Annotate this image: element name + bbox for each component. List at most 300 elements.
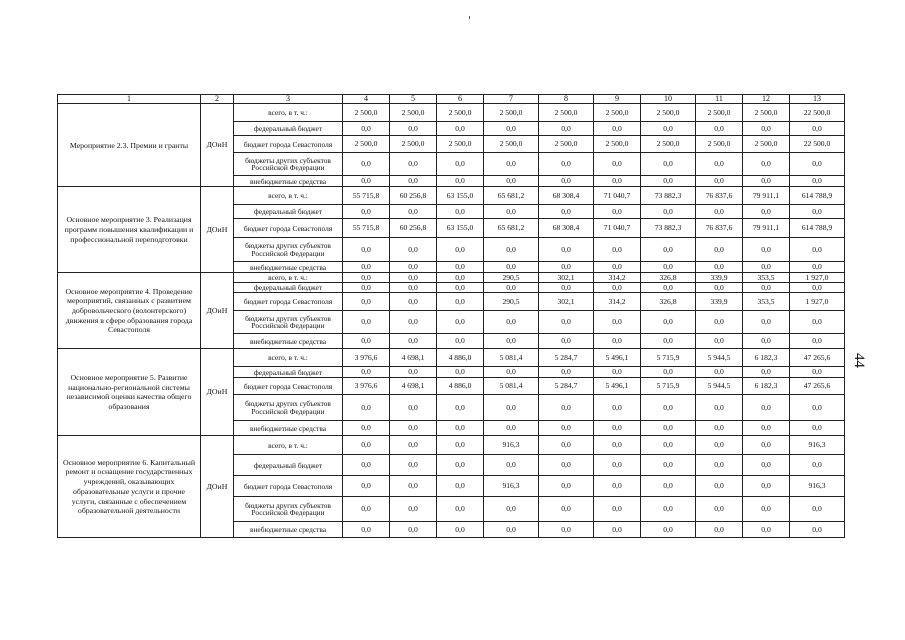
amount-cell: 0,0 xyxy=(484,395,539,421)
amount-cell: 916,3 xyxy=(790,476,845,497)
amount-cell: 2 500,0 xyxy=(594,104,641,122)
amount-cell: 0,0 xyxy=(743,262,790,273)
amount-cell: 5 496,1 xyxy=(594,349,641,367)
amount-cell: 0,0 xyxy=(696,311,743,334)
amount-cell: 2 500,0 xyxy=(743,136,790,153)
amount-cell: 0,0 xyxy=(696,176,743,187)
amount-cell: 0,0 xyxy=(594,476,641,497)
amount-cell: 6 182,3 xyxy=(743,349,790,367)
amount-cell: 3 976,6 xyxy=(343,378,390,395)
amount-cell: 0,0 xyxy=(641,262,696,273)
amount-cell: 0,0 xyxy=(696,522,743,538)
amount-cell: 0,0 xyxy=(539,238,594,262)
amount-cell: 2 500,0 xyxy=(696,104,743,122)
amount-cell: 63 155,0 xyxy=(437,219,484,238)
budget-table xyxy=(57,94,845,538)
amount-cell: 5 284,7 xyxy=(539,349,594,367)
funding-source: всего, в т. ч.: xyxy=(234,104,343,122)
amount-cell: 0,0 xyxy=(437,334,484,349)
measure-name: Основное мероприятие 4. Проведение мероприятий, связанных с развитием добровольческого (волонтерского) движения в сфере образования города Севастополя xyxy=(58,273,201,349)
amount-cell: 0,0 xyxy=(484,455,539,476)
column-number: 8 xyxy=(539,95,594,104)
amount-cell: 0,0 xyxy=(743,476,790,497)
amount-cell: 0,0 xyxy=(390,476,437,497)
amount-cell: 0,0 xyxy=(343,421,390,436)
amount-cell: 0,0 xyxy=(484,238,539,262)
amount-cell: 0,0 xyxy=(539,395,594,421)
amount-cell: 0,0 xyxy=(390,497,437,522)
amount-cell: 5 944,5 xyxy=(696,349,743,367)
amount-cell: 0,0 xyxy=(484,176,539,187)
amount-cell: 0,0 xyxy=(437,205,484,219)
funding-source: внебюджетные средства xyxy=(234,262,343,273)
amount-cell: 916,3 xyxy=(484,436,539,455)
amount-cell: 65 681,2 xyxy=(484,219,539,238)
amount-cell: 916,3 xyxy=(484,476,539,497)
scan-mark xyxy=(469,16,470,19)
amount-cell: 0,0 xyxy=(790,262,845,273)
amount-cell: 2 500,0 xyxy=(696,136,743,153)
funding-source: бюджеты других субъектов Российской Федерации xyxy=(234,153,343,176)
amount-cell: 0,0 xyxy=(390,283,437,293)
amount-cell: 0,0 xyxy=(594,421,641,436)
amount-cell: 0,0 xyxy=(594,497,641,522)
amount-cell: 79 911,1 xyxy=(743,187,790,205)
amount-cell: 0,0 xyxy=(696,436,743,455)
funding-source: федеральный бюджет xyxy=(234,205,343,219)
amount-cell: 314,2 xyxy=(594,273,641,283)
amount-cell: 0,0 xyxy=(790,238,845,262)
table-row xyxy=(58,104,845,122)
amount-cell: 0,0 xyxy=(790,122,845,136)
amount-cell: 6 182,3 xyxy=(743,378,790,395)
amount-cell: 0,0 xyxy=(437,122,484,136)
amount-cell: 0,0 xyxy=(641,476,696,497)
amount-cell: 0,0 xyxy=(641,238,696,262)
responsible-executor: ДОиН xyxy=(201,273,234,349)
amount-cell: 916,3 xyxy=(790,436,845,455)
amount-cell: 2 500,0 xyxy=(437,104,484,122)
column-number: 1 xyxy=(58,95,201,104)
amount-cell: 5 715,9 xyxy=(641,349,696,367)
funding-source: всего, в т. ч.: xyxy=(234,273,343,283)
amount-cell: 0,0 xyxy=(696,262,743,273)
table-row xyxy=(58,349,845,367)
funding-source: всего, в т. ч.: xyxy=(234,436,343,455)
funding-source: внебюджетные средства xyxy=(234,421,343,436)
amount-cell: 0,0 xyxy=(790,367,845,378)
amount-cell: 22 500,0 xyxy=(790,136,845,153)
column-number: 2 xyxy=(201,95,234,104)
amount-cell: 0,0 xyxy=(484,421,539,436)
amount-cell: 0,0 xyxy=(641,436,696,455)
amount-cell: 0,0 xyxy=(437,293,484,311)
amount-cell: 0,0 xyxy=(484,311,539,334)
amount-cell: 5 081,4 xyxy=(484,378,539,395)
amount-cell: 2 500,0 xyxy=(343,136,390,153)
column-number: 4 xyxy=(343,95,390,104)
amount-cell: 0,0 xyxy=(641,395,696,421)
amount-cell: 0,0 xyxy=(743,176,790,187)
amount-cell: 0,0 xyxy=(790,395,845,421)
amount-cell: 0,0 xyxy=(641,283,696,293)
amount-cell: 302,1 xyxy=(539,273,594,283)
amount-cell: 0,0 xyxy=(696,122,743,136)
funding-source: внебюджетные средства xyxy=(234,176,343,187)
amount-cell: 68 308,4 xyxy=(539,219,594,238)
amount-cell: 0,0 xyxy=(539,122,594,136)
amount-cell: 339,9 xyxy=(696,293,743,311)
column-number: 5 xyxy=(390,95,437,104)
amount-cell: 0,0 xyxy=(790,522,845,538)
amount-cell: 0,0 xyxy=(484,262,539,273)
amount-cell: 2 500,0 xyxy=(343,104,390,122)
amount-cell: 0,0 xyxy=(539,311,594,334)
amount-cell: 0,0 xyxy=(594,153,641,176)
responsible-executor: ДОиН xyxy=(201,349,234,436)
amount-cell: 0,0 xyxy=(343,122,390,136)
amount-cell: 0,0 xyxy=(743,238,790,262)
funding-source: федеральный бюджет xyxy=(234,122,343,136)
amount-cell: 0,0 xyxy=(790,421,845,436)
amount-cell: 0,0 xyxy=(390,176,437,187)
column-number: 12 xyxy=(743,95,790,104)
amount-cell: 0,0 xyxy=(484,205,539,219)
funding-source: бюджет города Севастополя xyxy=(234,293,343,311)
amount-cell: 4 886,0 xyxy=(437,378,484,395)
amount-cell: 0,0 xyxy=(437,283,484,293)
funding-source: федеральный бюджет xyxy=(234,367,343,378)
amount-cell: 0,0 xyxy=(390,395,437,421)
amount-cell: 47 265,6 xyxy=(790,349,845,367)
amount-cell: 0,0 xyxy=(594,122,641,136)
amount-cell: 0,0 xyxy=(696,238,743,262)
measure-name: Основное мероприятие 5. Развитие национально-региональной системы независимой оценки качества общего образования xyxy=(58,349,201,436)
amount-cell: 290,5 xyxy=(484,293,539,311)
amount-cell: 2 500,0 xyxy=(390,104,437,122)
amount-cell: 2 500,0 xyxy=(594,136,641,153)
amount-cell: 0,0 xyxy=(484,153,539,176)
responsible-executor: ДОиН xyxy=(201,187,234,273)
amount-cell: 353,5 xyxy=(743,273,790,283)
amount-cell: 0,0 xyxy=(390,522,437,538)
amount-cell: 2 500,0 xyxy=(390,136,437,153)
amount-cell: 73 882,3 xyxy=(641,187,696,205)
amount-cell: 0,0 xyxy=(390,205,437,219)
amount-cell: 1 927,0 xyxy=(790,273,845,283)
amount-cell: 0,0 xyxy=(743,367,790,378)
amount-cell: 326,8 xyxy=(641,273,696,283)
table-row xyxy=(58,436,845,455)
amount-cell: 0,0 xyxy=(641,176,696,187)
measure-name: Основное мероприятие 6. Капитальный ремонт и оснащение государственных учреждений, оказывающих образовательные услуги и прочие услуги, связанные с обеспечением образовательной деятельности xyxy=(58,436,201,538)
page-number: 44 xyxy=(851,353,867,368)
column-number: 13 xyxy=(790,95,845,104)
amount-cell: 0,0 xyxy=(641,367,696,378)
amount-cell: 0,0 xyxy=(437,436,484,455)
funding-source: федеральный бюджет xyxy=(234,283,343,293)
amount-cell: 0,0 xyxy=(696,497,743,522)
amount-cell: 0,0 xyxy=(390,334,437,349)
amount-cell: 47 265,6 xyxy=(790,378,845,395)
amount-cell: 314,2 xyxy=(594,293,641,311)
amount-cell: 4 698,1 xyxy=(390,349,437,367)
amount-cell: 614 788,9 xyxy=(790,219,845,238)
amount-cell: 2 500,0 xyxy=(437,136,484,153)
amount-cell: 0,0 xyxy=(539,421,594,436)
amount-cell: 0,0 xyxy=(343,293,390,311)
amount-cell: 0,0 xyxy=(343,176,390,187)
amount-cell: 0,0 xyxy=(343,311,390,334)
funding-source: бюджет города Севастополя xyxy=(234,136,343,153)
amount-cell: 0,0 xyxy=(539,176,594,187)
amount-cell: 0,0 xyxy=(390,293,437,311)
amount-cell: 5 284,7 xyxy=(539,378,594,395)
amount-cell: 0,0 xyxy=(539,522,594,538)
amount-cell: 0,0 xyxy=(343,455,390,476)
funding-source: всего, в т. ч.: xyxy=(234,187,343,205)
amount-cell: 0,0 xyxy=(696,421,743,436)
amount-cell: 0,0 xyxy=(743,455,790,476)
amount-cell: 0,0 xyxy=(790,455,845,476)
amount-cell: 0,0 xyxy=(790,311,845,334)
amount-cell: 63 155,0 xyxy=(437,187,484,205)
amount-cell: 0,0 xyxy=(437,476,484,497)
amount-cell: 0,0 xyxy=(743,522,790,538)
amount-cell: 0,0 xyxy=(437,273,484,283)
amount-cell: 0,0 xyxy=(343,395,390,421)
amount-cell: 60 256,8 xyxy=(390,187,437,205)
amount-cell: 76 837,6 xyxy=(696,187,743,205)
responsible-executor: ДОиН xyxy=(201,104,234,187)
amount-cell: 0,0 xyxy=(484,122,539,136)
amount-cell: 614 788,9 xyxy=(790,187,845,205)
amount-cell: 0,0 xyxy=(594,176,641,187)
column-number: 7 xyxy=(484,95,539,104)
amount-cell: 0,0 xyxy=(484,367,539,378)
funding-source: бюджеты других субъектов Российской Федерации xyxy=(234,497,343,522)
header-row xyxy=(58,95,845,104)
column-number: 11 xyxy=(696,95,743,104)
amount-cell: 0,0 xyxy=(743,122,790,136)
amount-cell: 0,0 xyxy=(343,334,390,349)
amount-cell: 0,0 xyxy=(343,205,390,219)
amount-cell: 0,0 xyxy=(343,283,390,293)
amount-cell: 0,0 xyxy=(539,205,594,219)
amount-cell: 0,0 xyxy=(437,153,484,176)
funding-source: бюджет города Севастополя xyxy=(234,378,343,395)
amount-cell: 353,5 xyxy=(743,293,790,311)
amount-cell: 290,5 xyxy=(484,273,539,283)
amount-cell: 5 715,9 xyxy=(641,378,696,395)
amount-cell: 0,0 xyxy=(390,262,437,273)
amount-cell: 0,0 xyxy=(390,455,437,476)
amount-cell: 0,0 xyxy=(437,395,484,421)
amount-cell: 79 911,1 xyxy=(743,219,790,238)
amount-cell: 0,0 xyxy=(743,153,790,176)
amount-cell: 3 976,6 xyxy=(343,349,390,367)
amount-cell: 0,0 xyxy=(539,283,594,293)
amount-cell: 0,0 xyxy=(539,436,594,455)
amount-cell: 68 308,4 xyxy=(539,187,594,205)
amount-cell: 0,0 xyxy=(696,476,743,497)
amount-cell: 0,0 xyxy=(696,153,743,176)
amount-cell: 0,0 xyxy=(343,238,390,262)
amount-cell: 0,0 xyxy=(539,476,594,497)
amount-cell: 0,0 xyxy=(696,283,743,293)
amount-cell: 0,0 xyxy=(437,367,484,378)
amount-cell: 0,0 xyxy=(437,176,484,187)
amount-cell: 0,0 xyxy=(743,334,790,349)
table-row xyxy=(58,273,845,283)
amount-cell: 0,0 xyxy=(539,367,594,378)
amount-cell: 0,0 xyxy=(696,395,743,421)
amount-cell: 0,0 xyxy=(696,455,743,476)
funding-source: внебюджетные средства xyxy=(234,334,343,349)
funding-source: бюджеты других субъектов Российской Федерации xyxy=(234,395,343,421)
amount-cell: 73 882,3 xyxy=(641,219,696,238)
column-number: 10 xyxy=(641,95,696,104)
funding-source: бюджеты других субъектов Российской Федерации xyxy=(234,311,343,334)
amount-cell: 0,0 xyxy=(790,497,845,522)
amount-cell: 71 040,7 xyxy=(594,187,641,205)
amount-cell: 0,0 xyxy=(539,497,594,522)
amount-cell: 2 500,0 xyxy=(743,104,790,122)
amount-cell: 4 886,0 xyxy=(437,349,484,367)
amount-cell: 55 715,8 xyxy=(343,219,390,238)
amount-cell: 0,0 xyxy=(390,122,437,136)
amount-cell: 0,0 xyxy=(743,205,790,219)
amount-cell: 0,0 xyxy=(696,334,743,349)
amount-cell: 5 944,5 xyxy=(696,378,743,395)
amount-cell: 0,0 xyxy=(594,522,641,538)
amount-cell: 2 500,0 xyxy=(641,104,696,122)
amount-cell: 0,0 xyxy=(790,176,845,187)
amount-cell: 339,9 xyxy=(696,273,743,283)
funding-source: внебюджетные средства xyxy=(234,522,343,538)
amount-cell: 0,0 xyxy=(641,421,696,436)
measure-name: Мероприятие 2.3. Премии и гранты xyxy=(58,104,201,187)
amount-cell: 0,0 xyxy=(343,476,390,497)
amount-cell: 0,0 xyxy=(594,334,641,349)
amount-cell: 0,0 xyxy=(641,205,696,219)
amount-cell: 2 500,0 xyxy=(484,104,539,122)
amount-cell: 326,8 xyxy=(641,293,696,311)
amount-cell: 76 837,6 xyxy=(696,219,743,238)
amount-cell: 2 500,0 xyxy=(539,136,594,153)
amount-cell: 0,0 xyxy=(641,334,696,349)
amount-cell: 22 500,0 xyxy=(790,104,845,122)
amount-cell: 0,0 xyxy=(437,522,484,538)
amount-cell: 0,0 xyxy=(790,153,845,176)
funding-source: бюджет города Севастополя xyxy=(234,476,343,497)
amount-cell: 0,0 xyxy=(484,283,539,293)
amount-cell: 5 081,4 xyxy=(484,349,539,367)
amount-cell: 0,0 xyxy=(594,455,641,476)
amount-cell: 0,0 xyxy=(484,522,539,538)
amount-cell: 0,0 xyxy=(390,436,437,455)
amount-cell: 0,0 xyxy=(343,262,390,273)
amount-cell: 0,0 xyxy=(484,334,539,349)
amount-cell: 0,0 xyxy=(343,522,390,538)
amount-cell: 0,0 xyxy=(437,421,484,436)
amount-cell: 0,0 xyxy=(390,153,437,176)
amount-cell: 0,0 xyxy=(594,395,641,421)
amount-cell: 0,0 xyxy=(743,283,790,293)
amount-cell: 5 496,1 xyxy=(594,378,641,395)
amount-cell: 65 681,2 xyxy=(484,187,539,205)
amount-cell: 0,0 xyxy=(390,367,437,378)
amount-cell: 0,0 xyxy=(743,311,790,334)
amount-cell: 2 500,0 xyxy=(641,136,696,153)
amount-cell: 2 500,0 xyxy=(484,136,539,153)
amount-cell: 0,0 xyxy=(641,522,696,538)
funding-source: всего, в т. ч.: xyxy=(234,349,343,367)
measure-name: Основное мероприятие 3. Реализация программ повышения квалификации и профессиональной переподготовки xyxy=(58,187,201,273)
amount-cell: 0,0 xyxy=(790,334,845,349)
amount-cell: 0,0 xyxy=(743,436,790,455)
amount-cell: 0,0 xyxy=(343,436,390,455)
amount-cell: 0,0 xyxy=(437,238,484,262)
amount-cell: 0,0 xyxy=(390,273,437,283)
amount-cell: 0,0 xyxy=(594,238,641,262)
amount-cell: 0,0 xyxy=(641,153,696,176)
amount-cell: 60 256,8 xyxy=(390,219,437,238)
amount-cell: 0,0 xyxy=(437,455,484,476)
amount-cell: 0,0 xyxy=(743,395,790,421)
amount-cell: 71 040,7 xyxy=(594,219,641,238)
amount-cell: 0,0 xyxy=(539,153,594,176)
amount-cell: 1 927,0 xyxy=(790,293,845,311)
funding-source: бюджеты других субъектов Российской Федерации xyxy=(234,238,343,262)
amount-cell: 302,1 xyxy=(539,293,594,311)
amount-cell: 0,0 xyxy=(484,497,539,522)
amount-cell: 0,0 xyxy=(641,311,696,334)
amount-cell: 0,0 xyxy=(696,205,743,219)
table-row xyxy=(58,187,845,205)
amount-cell: 0,0 xyxy=(539,455,594,476)
amount-cell: 0,0 xyxy=(641,122,696,136)
amount-cell: 0,0 xyxy=(743,497,790,522)
amount-cell: 0,0 xyxy=(437,262,484,273)
amount-cell: 0,0 xyxy=(594,436,641,455)
funding-source: федеральный бюджет xyxy=(234,455,343,476)
amount-cell: 0,0 xyxy=(343,273,390,283)
amount-cell: 0,0 xyxy=(343,497,390,522)
amount-cell: 0,0 xyxy=(641,497,696,522)
amount-cell: 0,0 xyxy=(790,205,845,219)
funding-source: бюджет города Севастополя xyxy=(234,219,343,238)
amount-cell: 0,0 xyxy=(390,311,437,334)
column-number: 6 xyxy=(437,95,484,104)
column-number: 9 xyxy=(594,95,641,104)
amount-cell: 4 698,1 xyxy=(390,378,437,395)
amount-cell: 0,0 xyxy=(743,421,790,436)
amount-cell: 0,0 xyxy=(594,311,641,334)
amount-cell: 0,0 xyxy=(539,262,594,273)
amount-cell: 0,0 xyxy=(790,283,845,293)
amount-cell: 0,0 xyxy=(343,153,390,176)
amount-cell: 0,0 xyxy=(390,238,437,262)
amount-cell: 55 715,8 xyxy=(343,187,390,205)
amount-cell: 0,0 xyxy=(696,367,743,378)
amount-cell: 0,0 xyxy=(641,455,696,476)
amount-cell: 0,0 xyxy=(594,205,641,219)
amount-cell: 0,0 xyxy=(437,311,484,334)
column-number: 3 xyxy=(234,95,343,104)
responsible-executor: ДОиН xyxy=(201,436,234,538)
amount-cell: 0,0 xyxy=(539,334,594,349)
